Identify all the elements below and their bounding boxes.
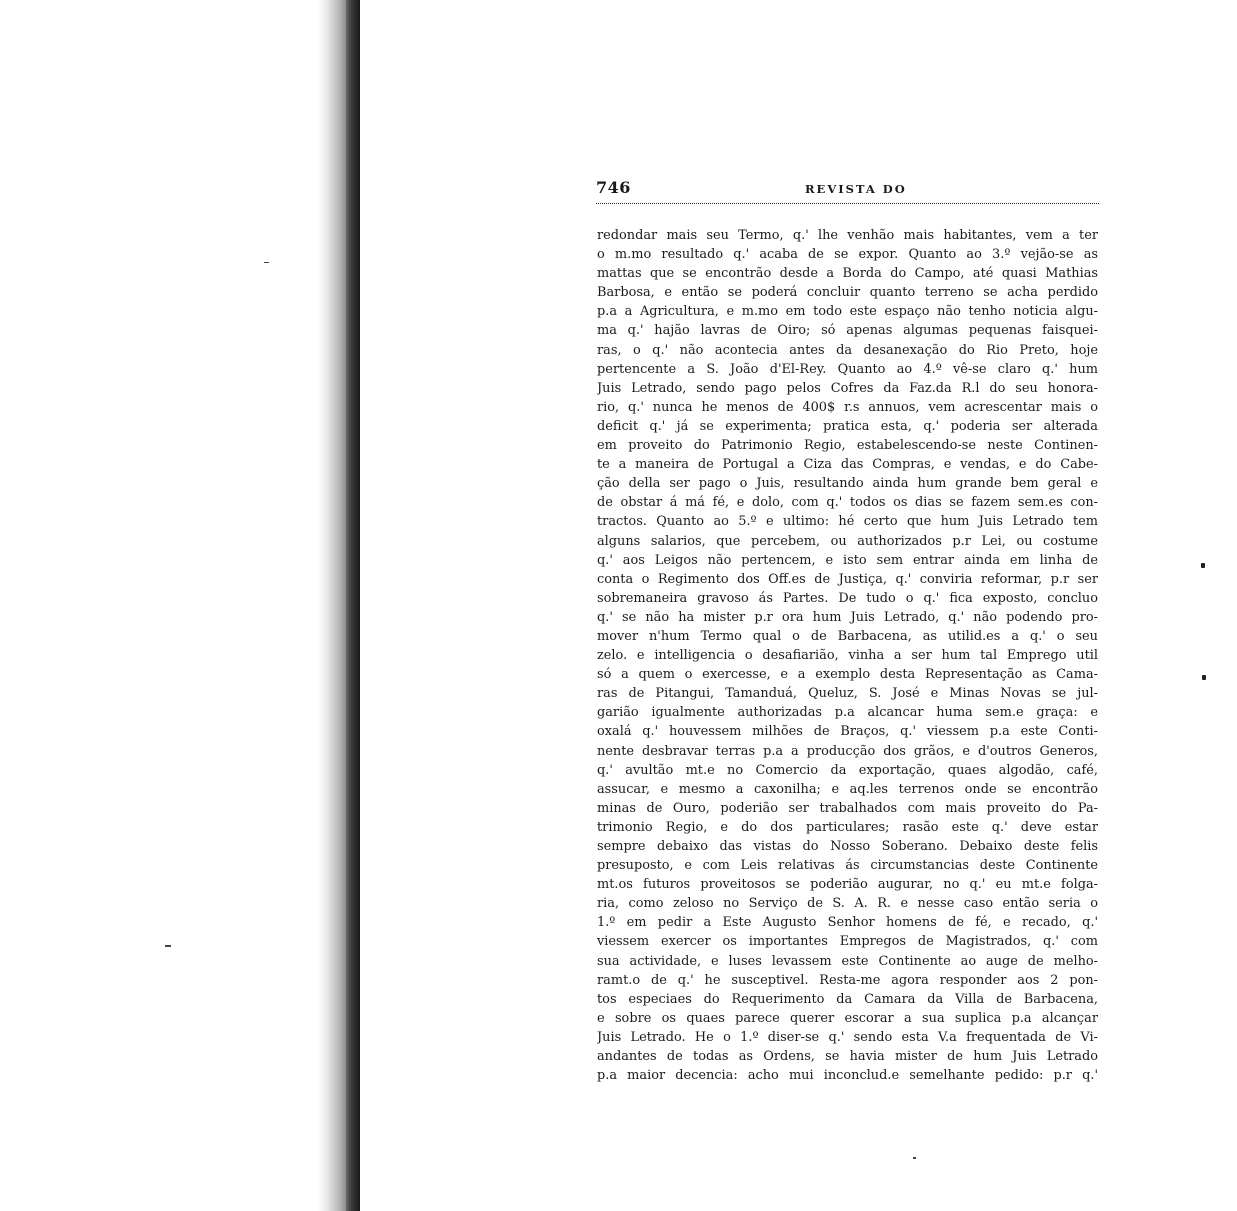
- text-line: redondar mais seu Termo, q.' lhe venhão mais habitantes, vem a ter: [597, 228, 1098, 243]
- text-line: andantes de todas as Ordens, se havia mister de hum Juis Letrado: [597, 1049, 1098, 1065]
- text-line: q.' aos Leigos não pertencem, e isto sem entrar ainda em linha de: [597, 552, 1098, 568]
- text-line: mt.os futuros proveitosos se poderião augurar, no q.' eu mt.e folga-: [597, 877, 1098, 893]
- text-line: ramt.o de q.' he susceptivel. Resta-me agora responder aos 2 pon-: [597, 972, 1098, 988]
- page-gutter-shadow: [318, 0, 346, 1211]
- text-line: mover n'hum Termo qual o de Barbacena, as utilid.es a q.' o seu: [597, 628, 1098, 644]
- text-line: mattas que se encontrão desde a Borda do Campo, até quasi Mathias: [597, 266, 1098, 282]
- text-line: sempre debaixo das vistas do Nosso Soberano. Debaixo deste felis: [597, 839, 1098, 854]
- text-line: ma q.' hajão lavras de Oiro; só apenas algumas pequenas faisquei-: [597, 323, 1098, 339]
- page-number: 746: [596, 178, 631, 197]
- text-line: zelo. e intelligencia o desafiarião, vinha a ser hum tal Emprego util: [597, 648, 1098, 664]
- text-line: ria, como zeloso no Serviço de S. A. R. e nesse caso então seria o: [597, 896, 1098, 912]
- text-line: Juis Letrado. He o 1.º diser-se q.' sendo esta V.a frequentada de Vi-: [597, 1029, 1098, 1045]
- text-line: p.a a Agricultura, e m.mo em todo este espaço não tenho noticia algu-: [597, 304, 1098, 320]
- scan-speck: [165, 945, 171, 947]
- text-line: de obstar á má fé, e dolo, com q.' todos os dias se fazem sem.es con-: [597, 495, 1098, 511]
- text-line: deficit q.' já se experimenta; pratica esta, q.' poderia ser alterada: [597, 418, 1098, 434]
- text-line: rio, q.' nunca he menos de 400$ r.s annuos, vem acrescentar mais o: [597, 399, 1098, 415]
- text-line: 1.º em pedir a Este Augusto Senhor homens de fé, e recado, q.': [597, 915, 1098, 931]
- text-line: q.' se não ha mister p.r ora hum Juis Letrado, q.' não podendo pro-: [597, 609, 1098, 625]
- text-line: conta o Regimento dos Off.es de Justiça, q.' conviria reformar, p.r ser: [597, 571, 1098, 587]
- text-line: sua actividade, e luses levassem este Continente ao auge de melho-: [597, 953, 1098, 969]
- text-line: pertencente a S. João d'El-Rey. Quanto ao 4.º vê-se claro q.' hum: [597, 361, 1098, 377]
- text-line: Juis Letrado, sendo pago pelos Cofres da Faz.da R.l do seu honora-: [597, 380, 1098, 396]
- text-line: q.' avultão mt.e no Comercio da exportação, quaes algodão, café,: [597, 762, 1098, 778]
- text-line: tos especiaes do Requerimento da Camara da Villa de Barbacena,: [597, 991, 1098, 1007]
- text-line: minas de Ouro, poderião ser trabalhados com mais proveito do Pa-: [597, 800, 1098, 816]
- page-header: [596, 176, 1099, 200]
- text-line: em proveito do Patrimonio Regio, estabelescendo-se neste Continen-: [597, 438, 1098, 454]
- book-spine: [346, 0, 360, 1211]
- text-line: tractos. Quanto ao 5.º e ultimo: hé certo que hum Juis Letrado tem: [597, 514, 1098, 530]
- text-line: p.a maior decencia: acho mui inconclud.e semelhante pedido: p.r q.': [597, 1068, 1098, 1084]
- text-line: te a maneira de Portugal a Ciza das Compras, e vendas, e do Cabe-: [597, 457, 1098, 473]
- text-line: sobremaneira gravoso ás Partes. De tudo o q.' fica exposto, concluo: [597, 590, 1098, 606]
- text-line: o m.mo resultado q.' acaba de se expor. Quanto ao 3.º vejão-se as: [597, 247, 1098, 263]
- text-line: ras, o q.' não acontecia antes da desanexação do Rio Preto, hoje: [597, 342, 1098, 358]
- text-line: oxalá q.' houvessem milhões de Braços, q.' viessem p.a este Conti-: [597, 724, 1098, 740]
- text-line: ção della ser pago o Juis, resultando ainda hum grande bem geral e: [597, 476, 1098, 492]
- body-text: [597, 226, 1098, 1085]
- margin-mark: [1201, 563, 1205, 568]
- scan-speck: [264, 262, 269, 263]
- margin-mark: [1202, 675, 1206, 680]
- text-line: trimonio Regio, e do dos particulares; rasão este q.' deve estar: [597, 819, 1098, 835]
- text-line: presuposto, e com Leis relativas ás circumstancias deste Continente: [597, 858, 1098, 874]
- text-line: só a quem o exercesse, e a exemplo desta Representação as Cama-: [597, 667, 1098, 683]
- text-line: assucar, e mesmo a caxonilha; e aq.les terrenos onde se encontrão: [597, 781, 1098, 797]
- text-line: nente desbravar terras p.a a producção dos grãos, e d'outros Generos,: [597, 743, 1098, 759]
- header-rule: [596, 203, 1099, 204]
- running-head: REVISTA DO: [805, 182, 907, 196]
- text-line: garião igualmente authorizadas p.a alcancar huma sem.e graça: e: [597, 705, 1098, 721]
- scan-speck: [913, 1157, 916, 1159]
- text-line: e sobre os quaes parece querer escorar a sua suplica p.a alcançar: [597, 1010, 1098, 1026]
- text-line: Barbosa, e então se poderá concluir quanto terreno se acha perdido: [597, 285, 1098, 301]
- text-line: ras de Pitangui, Tamanduá, Queluz, S. José e Minas Novas se jul-: [597, 686, 1098, 702]
- text-line: viessem exercer os importantes Empregos de Magistrados, q.' com: [597, 934, 1098, 950]
- text-line: alguns salarios, que percebem, ou authorizados p.r Lei, ou costume: [597, 533, 1098, 549]
- facing-blank-page: [0, 0, 360, 1211]
